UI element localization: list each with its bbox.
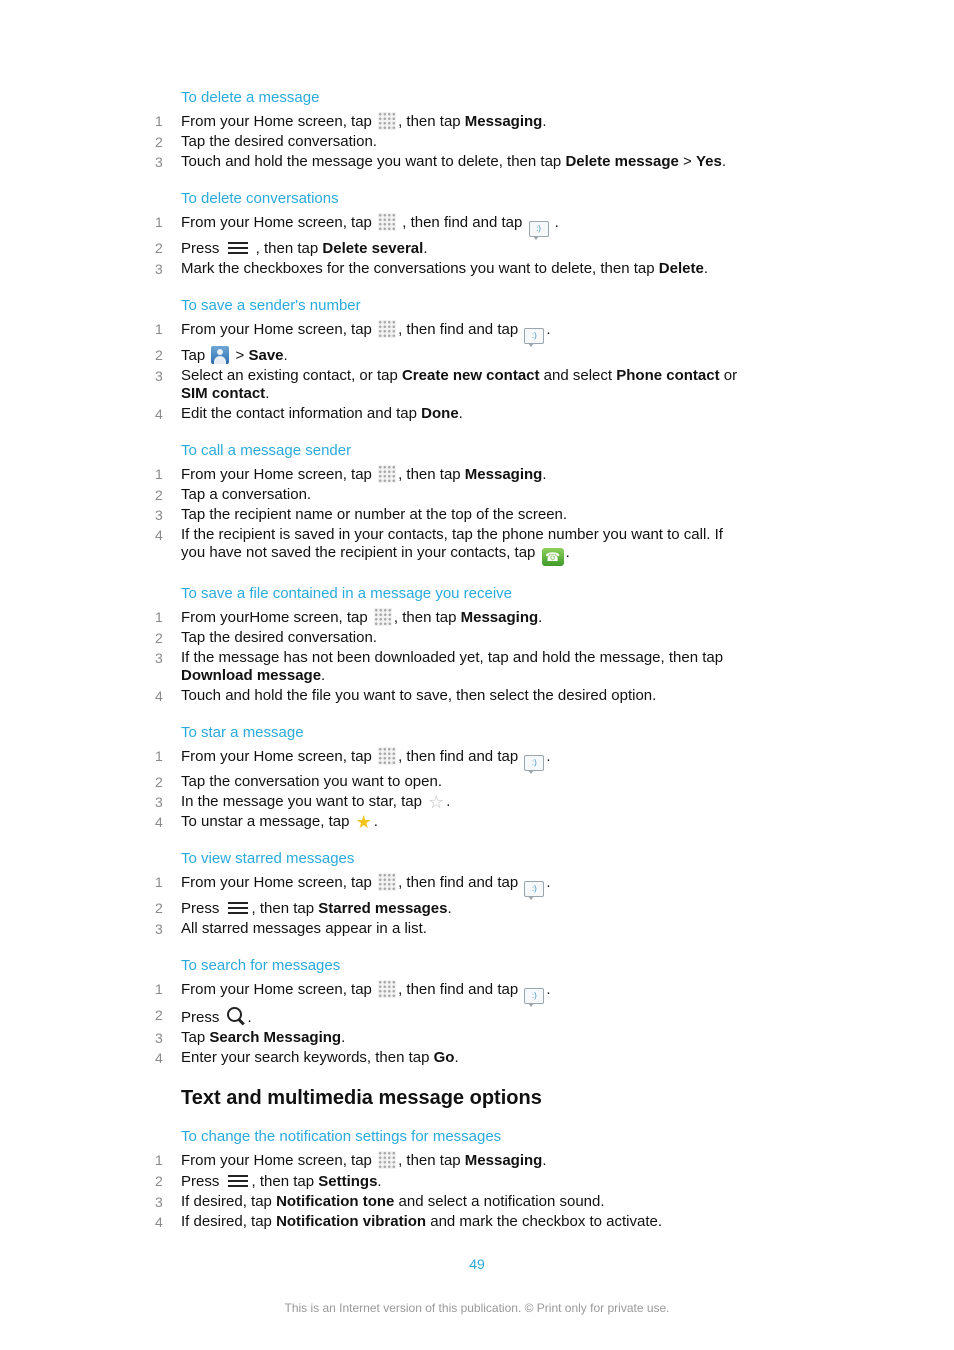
step-number: 3 — [155, 1194, 163, 1210]
procedure-title: To change the notification settings for messages — [181, 1128, 502, 1145]
step-item — [155, 506, 746, 524]
step-text: . — [458, 405, 463, 422]
step-text: and mark the checkbox to activate. — [426, 1213, 663, 1230]
ui-term: SIM contact — [181, 385, 266, 402]
step-item — [155, 608, 746, 627]
step-text: Press — [181, 900, 224, 917]
apps-grid-icon — [378, 112, 396, 130]
step-item — [155, 1172, 746, 1191]
step-text: . — [283, 347, 288, 364]
step-text: . — [538, 609, 543, 626]
step-list — [0, 1151, 954, 1231]
step-text: From your Home screen, tap — [181, 1152, 377, 1169]
step-text: . — [454, 1049, 459, 1066]
instruction-sections-2 — [0, 1127, 954, 1231]
step-number: 1 — [155, 1152, 163, 1168]
ui-term: Messaging — [464, 466, 543, 483]
step-text: Tap the desired conversation. — [181, 133, 377, 150]
step-number: 3 — [155, 507, 163, 523]
step-item — [155, 980, 746, 1004]
step-text: Select an existing contact, or tap — [181, 367, 402, 384]
messaging-icon: :) — [529, 221, 549, 237]
step-text: , then tap — [251, 900, 319, 917]
step-number: 4 — [155, 688, 163, 704]
step-text: From your Home screen, tap — [181, 113, 377, 130]
step-text: . — [247, 1009, 252, 1026]
step-list — [0, 873, 954, 938]
procedure-title: To search for messages — [181, 957, 341, 974]
step-number: 2 — [155, 347, 163, 363]
step-item — [155, 773, 746, 791]
ui-term: Yes — [695, 153, 722, 170]
ui-term: Notification vibration — [276, 1213, 427, 1230]
step-text: All starred messages appear in a list. — [181, 920, 427, 937]
step-text: Mark the checkboxes for the conversations you want to delete, then tap — [181, 260, 659, 277]
step-number: 1 — [155, 981, 163, 997]
ui-term: Settings — [318, 1173, 378, 1190]
step-item — [155, 526, 746, 566]
ui-term: Delete message — [565, 153, 679, 170]
apps-grid-icon — [374, 608, 392, 626]
step-text: , then tap — [251, 1173, 319, 1190]
step-item — [155, 920, 746, 938]
step-text: Tap the recipient name or number at the top of the screen. — [181, 506, 568, 523]
star-filled-icon: ★ — [355, 812, 372, 832]
apps-grid-icon — [378, 1151, 396, 1169]
apps-grid-icon — [378, 747, 396, 765]
menu-icon — [226, 899, 250, 917]
step-text: From your Home screen, tap — [181, 874, 377, 891]
step-text: , then find and tap — [398, 874, 523, 891]
step-item — [155, 1151, 746, 1170]
messaging-icon: :) — [524, 988, 544, 1004]
step-text: , then tap — [393, 609, 461, 626]
procedure-title: To view starred messages — [181, 850, 355, 867]
step-list — [0, 213, 954, 278]
step-text: From your Home screen, tap — [181, 981, 377, 998]
step-text: and select a notification sound. — [394, 1193, 605, 1210]
section-heading: Text and multimedia message options — [181, 1087, 542, 1109]
step-text: , then tap — [251, 240, 323, 257]
step-text: Tap the conversation you want to open. — [181, 773, 443, 790]
step-text: Press — [181, 1009, 224, 1026]
messaging-icon: :) — [524, 328, 544, 344]
step-text: Press — [181, 1173, 224, 1190]
step-number: 3 — [155, 1030, 163, 1046]
ui-term: Phone contact — [616, 367, 720, 384]
step-number: 2 — [155, 900, 163, 916]
step-text: . — [542, 113, 547, 130]
step-item — [155, 687, 746, 705]
step-text: Touch and hold the file you want to save, then select the desired option. — [181, 687, 657, 704]
step-item — [155, 1029, 746, 1047]
step-number: 3 — [155, 261, 163, 277]
step-item — [155, 213, 746, 237]
step-number: 4 — [155, 406, 163, 422]
step-item — [155, 346, 746, 365]
ui-term: Go — [433, 1049, 455, 1066]
step-text: , then find and tap — [398, 981, 523, 998]
step-item — [155, 899, 746, 918]
procedure-title: To save a sender's number — [181, 297, 361, 314]
step-number: 3 — [155, 794, 163, 810]
apps-grid-icon — [378, 213, 396, 231]
step-text: . — [546, 874, 551, 891]
star-outline-icon: ☆ — [428, 792, 445, 812]
contact-icon — [211, 346, 229, 364]
step-text: . — [321, 667, 326, 684]
step-number: 3 — [155, 368, 163, 384]
step-text: . — [542, 1152, 547, 1169]
step-text: From yourHome screen, tap — [181, 609, 372, 626]
step-item — [155, 873, 746, 897]
step-number: 2 — [155, 1007, 163, 1023]
step-item — [155, 747, 746, 771]
step-item — [155, 812, 746, 832]
step-number: 2 — [155, 240, 163, 256]
step-number: 3 — [155, 154, 163, 170]
step-text: If the message has not been downloaded yet, tap and hold the message, then tap — [181, 649, 724, 666]
step-text: If the recipient is saved in your contacts, tap the phone number you want to call. If you have not saved the recipient in your contacts, tap — [181, 526, 723, 561]
step-number: 2 — [155, 630, 163, 646]
step-number: 1 — [155, 874, 163, 890]
instruction-sections — [0, 88, 954, 1067]
step-text: From your Home screen, tap — [181, 321, 377, 338]
step-number: 1 — [155, 214, 163, 230]
step-text: Edit the contact information and tap — [181, 405, 422, 422]
step-text: . — [546, 321, 551, 338]
step-text: , then tap — [398, 1152, 465, 1169]
step-text: From your Home screen, tap — [181, 748, 377, 765]
step-list — [0, 112, 954, 171]
step-list — [0, 747, 954, 831]
step-text: . — [265, 385, 270, 402]
ui-term: Messaging — [464, 1152, 543, 1169]
step-number: 3 — [155, 921, 163, 937]
step-text: . — [423, 240, 428, 257]
step-text: In the message you want to star, tap — [181, 793, 427, 810]
step-text: . — [703, 260, 708, 277]
ui-term: Starred messages — [318, 900, 448, 917]
step-number: 1 — [155, 321, 163, 337]
step-text: From your Home screen, tap — [181, 466, 377, 483]
footer-notice: This is an Internet version of this publication. © Print only for private use. — [284, 1301, 670, 1315]
procedure-title: To delete conversations — [181, 190, 339, 207]
step-text: . — [546, 748, 551, 765]
step-item — [155, 320, 746, 344]
step-number: 1 — [155, 609, 163, 625]
procedure-title: To delete a message — [181, 89, 320, 106]
step-number: 2 — [155, 134, 163, 150]
step-item — [155, 239, 746, 258]
step-item — [155, 629, 746, 647]
apps-grid-icon — [378, 465, 396, 483]
step-text: , then tap — [398, 466, 465, 483]
step-text: , then find and tap — [398, 321, 523, 338]
step-text: and select — [539, 367, 617, 384]
step-text: Touch and hold the message you want to delete, then tap — [181, 153, 566, 170]
step-text: To unstar a message, tap — [181, 813, 354, 830]
step-number: 1 — [155, 466, 163, 482]
step-item — [155, 486, 746, 504]
step-text: > — [231, 347, 249, 364]
step-text: . — [565, 544, 570, 561]
step-number: 1 — [155, 748, 163, 764]
step-text: Enter your search keywords, then tap — [181, 1049, 434, 1066]
step-text: Press — [181, 240, 224, 257]
step-text: > — [678, 153, 696, 170]
step-item — [155, 792, 746, 812]
ui-term: Messaging — [460, 609, 539, 626]
menu-icon — [226, 1172, 250, 1190]
procedure-title: To call a message sender — [181, 442, 352, 459]
step-text: From your Home screen, tap — [181, 214, 377, 231]
step-text: . — [550, 214, 559, 231]
step-item — [155, 649, 746, 685]
ui-term: Messaging — [464, 113, 543, 130]
step-text: . — [446, 793, 451, 810]
ui-term: Delete several — [322, 240, 424, 257]
step-number: 3 — [155, 650, 163, 666]
step-item — [155, 112, 746, 131]
messaging-icon: :) — [524, 755, 544, 771]
step-text: Tap — [181, 1029, 210, 1046]
ui-term: Download message — [181, 667, 322, 684]
step-text: . — [373, 813, 378, 830]
step-text: , then tap — [398, 113, 465, 130]
apps-grid-icon — [378, 320, 396, 338]
step-text: If desired, tap — [181, 1193, 277, 1210]
page-number: 49 — [469, 1256, 485, 1272]
step-number: 4 — [155, 527, 163, 543]
step-number: 2 — [155, 487, 163, 503]
step-number: 4 — [155, 1050, 163, 1066]
step-text: or — [719, 367, 738, 384]
step-text: . — [546, 981, 551, 998]
step-item — [155, 465, 746, 484]
step-number: 4 — [155, 814, 163, 830]
messaging-icon: :) — [524, 881, 544, 897]
step-item — [155, 133, 746, 151]
step-item — [155, 405, 746, 423]
phone-icon: ☎ — [542, 548, 564, 566]
step-list — [0, 320, 954, 423]
ui-term: Done — [421, 405, 459, 422]
step-list — [0, 608, 954, 705]
step-text: Tap a conversation. — [181, 486, 312, 503]
ui-term: Delete — [658, 260, 704, 277]
step-text: If desired, tap — [181, 1213, 277, 1230]
step-text: , then find and tap — [398, 748, 523, 765]
step-list — [0, 980, 954, 1067]
step-text: . — [341, 1029, 346, 1046]
menu-icon — [226, 239, 250, 257]
step-number: 2 — [155, 774, 163, 790]
ui-term: Notification tone — [276, 1193, 395, 1210]
step-item — [155, 1006, 746, 1027]
apps-grid-icon — [378, 873, 396, 891]
step-number: 4 — [155, 1214, 163, 1230]
procedure-title: To save a file contained in a message you receive — [181, 585, 513, 602]
step-text: , then find and tap — [398, 214, 527, 231]
step-list — [0, 465, 954, 566]
step-item — [155, 1049, 746, 1067]
step-text: . — [447, 900, 452, 917]
step-text: Tap the desired conversation. — [181, 629, 377, 646]
step-number: 2 — [155, 1173, 163, 1189]
step-item — [155, 260, 746, 278]
page-content — [0, 88, 954, 1249]
step-item — [155, 1193, 746, 1211]
search-icon — [226, 1006, 246, 1026]
step-item — [155, 367, 746, 403]
step-text: . — [542, 466, 547, 483]
ui-term: Save — [248, 347, 284, 364]
step-text: Tap — [181, 347, 210, 364]
step-item — [155, 1213, 746, 1231]
step-number: 1 — [155, 113, 163, 129]
step-item — [155, 153, 746, 171]
ui-term: Create new contact — [401, 367, 540, 384]
step-text: . — [721, 153, 726, 170]
step-text: . — [377, 1173, 382, 1190]
apps-grid-icon — [378, 980, 396, 998]
ui-term: Search Messaging — [209, 1029, 342, 1046]
procedure-title: To star a message — [181, 724, 304, 741]
